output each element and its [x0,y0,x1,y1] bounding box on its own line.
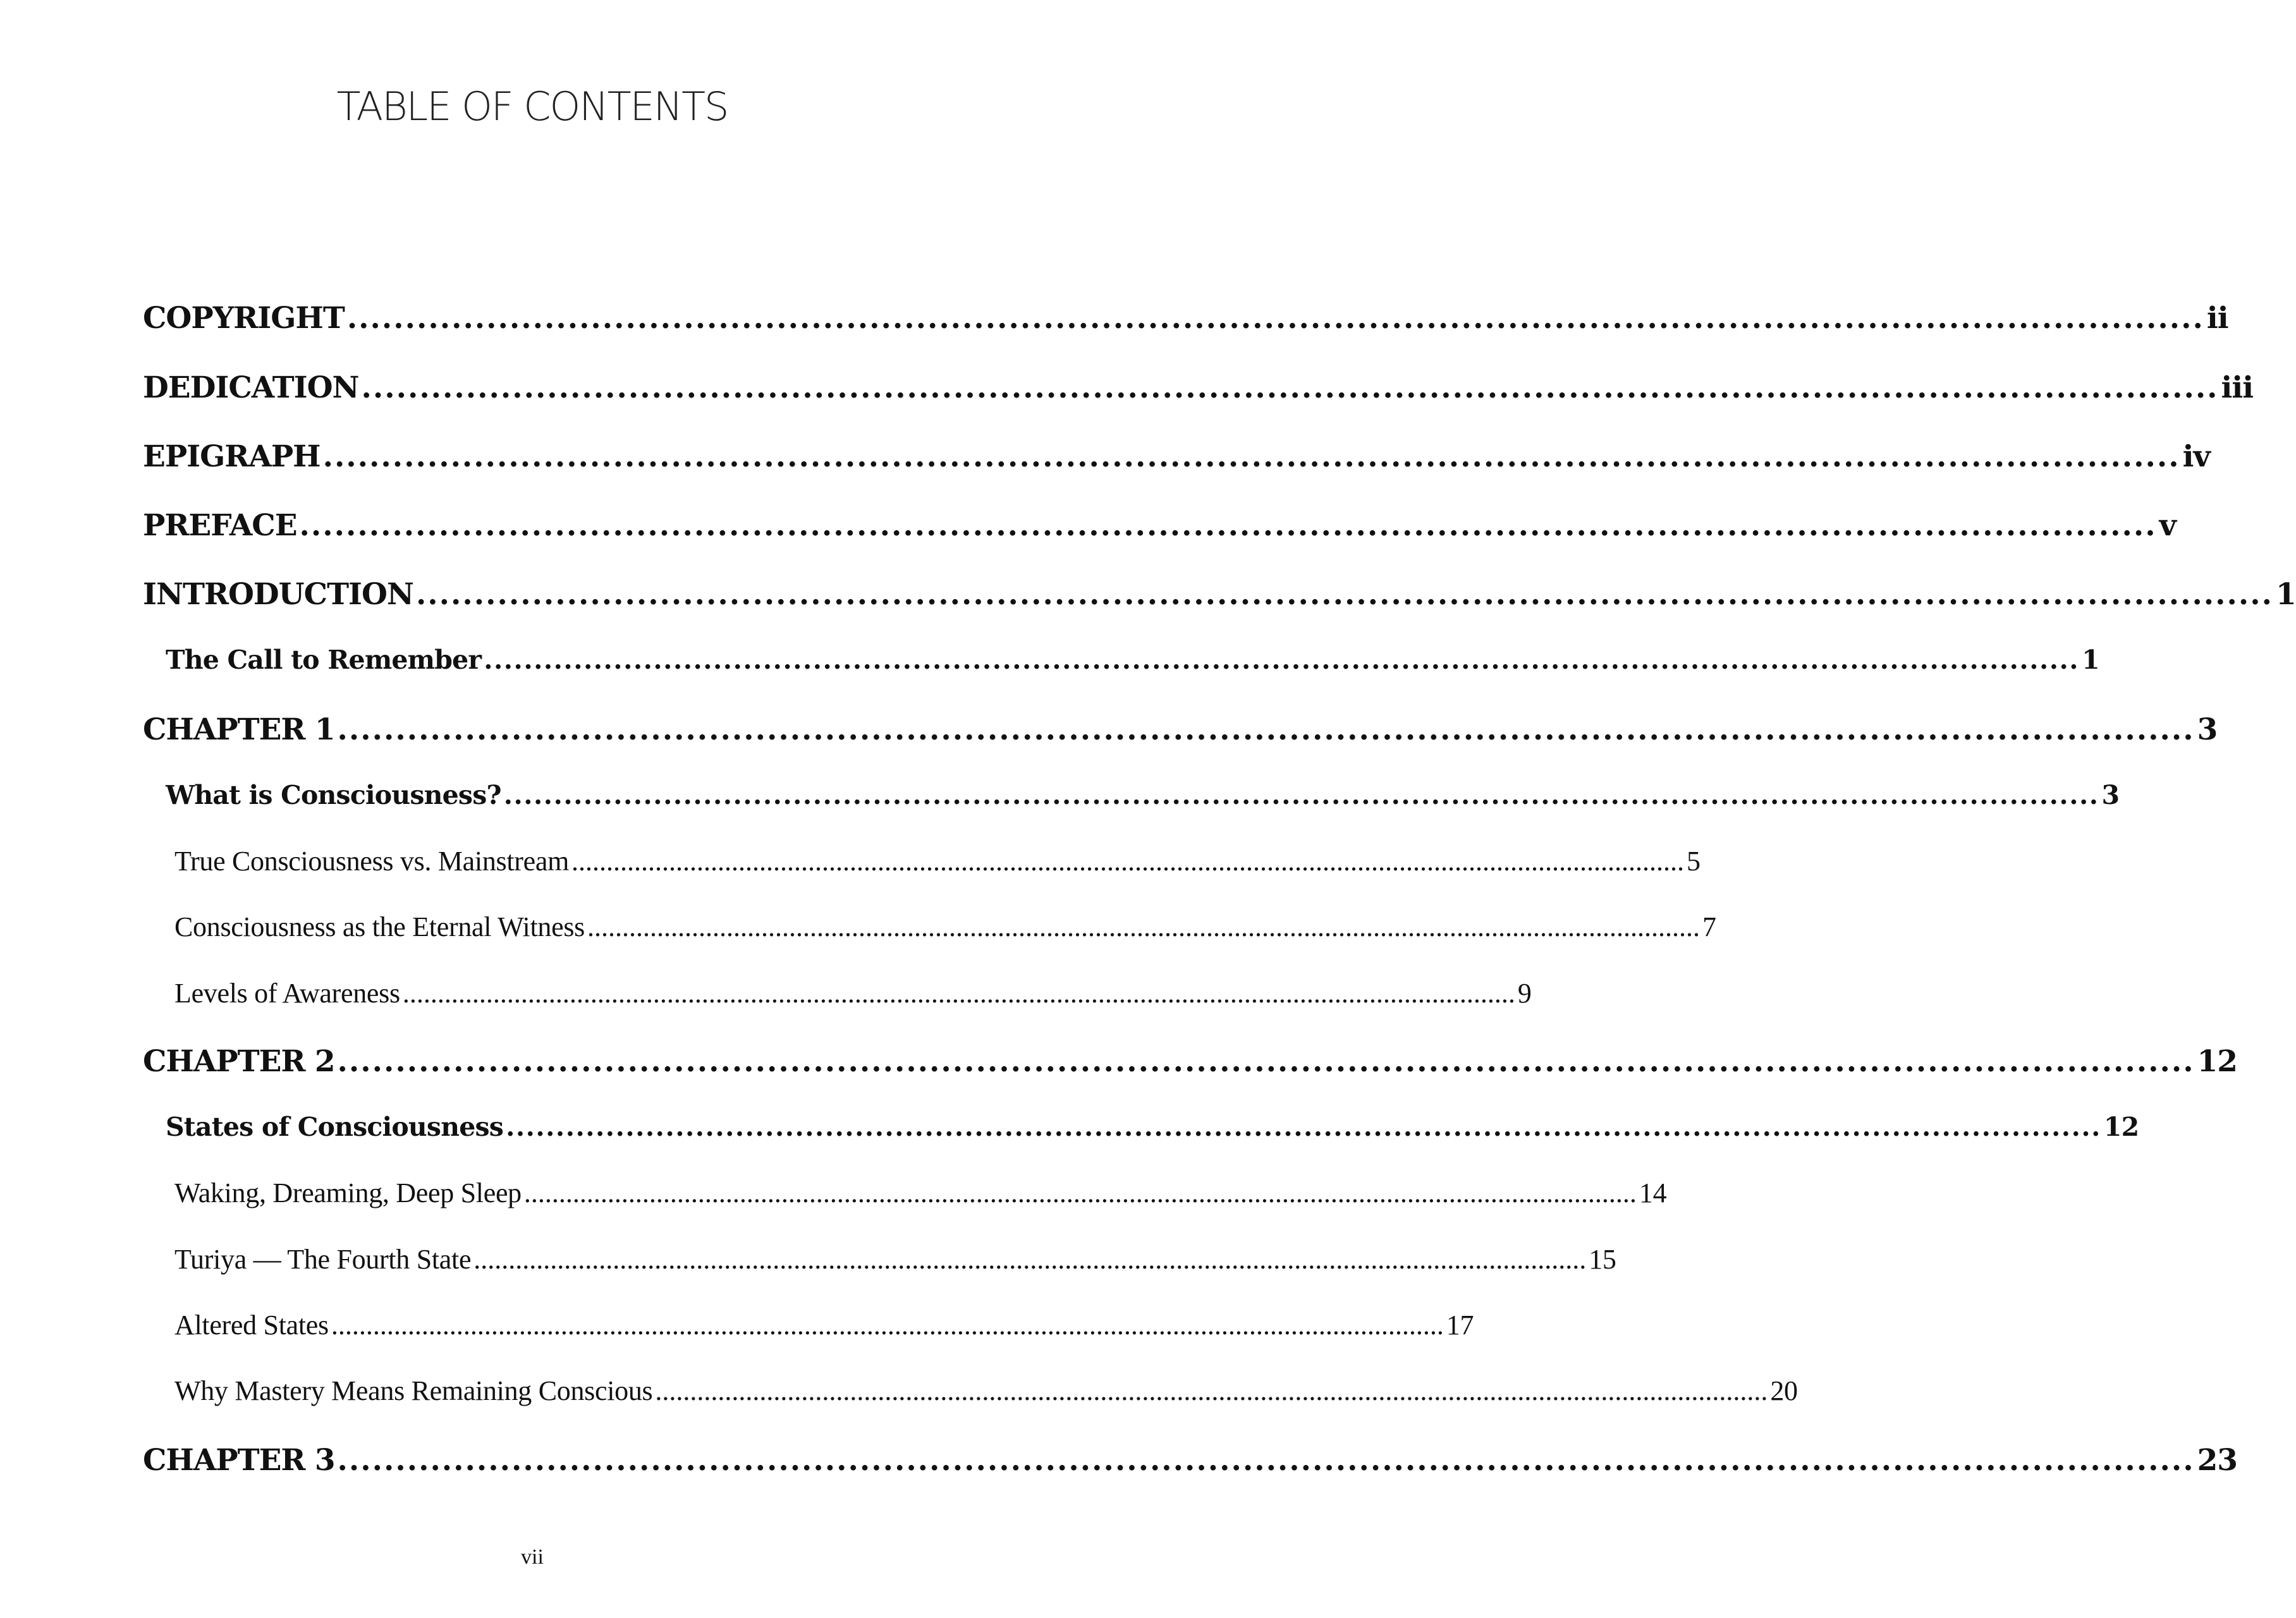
toc-entry-page: 14 [1639,1177,1667,1208]
toc-entry-epigraph[interactable] [143,439,2210,474]
toc-entry-chapter-3[interactable] [143,1443,2237,1478]
dot-leader: ................................................................................................................................................................ [523,1177,1637,1208]
toc-entry-page: 9 [1517,978,1532,1009]
toc-entry-label: CHAPTER 2 [143,1044,335,1079]
toc-entry-waking-dreaming[interactable] [174,1177,1667,1208]
toc-entry-label: DEDICATION [143,370,359,405]
toc-entry-page: 3 [2197,712,2218,747]
dot-leader: ................................................................................................................................................................ [473,1244,1587,1275]
toc-entry-page: iii [2221,370,2254,405]
toc-entry-label: Waking, Dreaming, Deep Sleep [174,1177,522,1208]
toc-entry-label: Levels of Awareness [174,978,400,1009]
toc-entry-the-call-to-remember[interactable] [166,645,2099,675]
toc-entry-why-mastery[interactable] [174,1375,1798,1406]
toc-entry-page: ii [2206,301,2228,336]
toc-entry-label: CHAPTER 3 [143,1443,335,1478]
toc-entry-chapter-1[interactable] [143,712,2218,747]
toc-entry-states-of-consciousness[interactable] [166,1112,2139,1142]
dot-leader: ................................................................................................................................................................ [346,301,2204,336]
toc-entry-true-consciousness[interactable] [174,846,1701,877]
dot-leader: ................................................................................................................................................................ [484,645,2080,675]
dot-leader: ................................................................................................................................................................ [361,370,2219,405]
dot-leader: ................................................................................................................................................................ [337,712,2195,747]
toc-entry-label: States of Consciousness [166,1112,504,1142]
toc-entry-label: Consciousness as the Eternal Witness [174,911,585,942]
toc-entry-label: COPYRIGHT [143,301,345,336]
dot-leader: ................................................................................................................................................................ [337,1044,2195,1079]
toc-entry-label: Altered States [174,1310,329,1341]
toc-entry-page: 3 [2101,780,2120,810]
toc-entry-page: 15 [1589,1244,1616,1275]
toc-entry-label: Why Mastery Means Remaining Conscious [174,1375,653,1406]
toc-entry-label: EPIGRAPH [143,439,321,474]
toc-entry-chapter-2[interactable] [143,1044,2237,1079]
page-title: TABLE OF CONTENTS [336,83,728,130]
toc-entry-page: 5 [1687,846,1701,877]
dot-leader: ................................................................................................................................................................ [506,1112,2101,1142]
toc-entry-eternal-witness[interactable] [174,911,1716,942]
toc-entry-page: 17 [1446,1310,1474,1341]
toc-entry-page: 1 [2275,577,2296,612]
toc-entry-page: 7 [1702,911,1716,942]
toc-entry-introduction[interactable] [143,577,2296,612]
dot-leader: ................................................................................................................................................................ [322,439,2180,474]
dot-leader: ................................................................................................................................................................ [587,911,1700,942]
toc-entry-turiya[interactable] [174,1244,1616,1275]
toc-entry-label: INTRODUCTION [143,577,413,612]
toc-entry-label: Turiya — The Fourth State [174,1244,472,1275]
dot-leader: ................................................................................................................................................................ [415,577,2273,612]
toc-entry-label: PREFACE [143,508,297,543]
page-number: vii [521,1545,544,1569]
dot-leader: ................................................................................................................................................................ [331,1310,1444,1341]
dot-leader: ................................................................................................................................................................ [337,1443,2195,1478]
toc-entry-label: What is Consciousness? [166,780,501,810]
toc-entry-page: 23 [2197,1443,2237,1478]
toc-entry-page: iv [2182,439,2210,474]
toc-entry-label: True Consciousness vs. Mainstream [174,846,570,877]
toc-entry-label: CHAPTER 1 [143,712,335,747]
dot-leader: ................................................................................................................................................................ [299,508,2157,543]
toc-entry-preface[interactable] [143,508,2176,543]
dot-leader: ................................................................................................................................................................ [571,846,1685,877]
dot-leader: ................................................................................................................................................................ [655,1375,1768,1406]
toc-entry-copyright[interactable] [143,301,2228,336]
toc-entry-page: v [2159,508,2176,543]
toc-entry-altered-states[interactable] [174,1310,1474,1341]
toc-entry-page: 20 [1770,1375,1798,1406]
toc-entry-dedication[interactable] [143,370,2254,405]
dot-leader: ................................................................................................................................................................ [402,978,1515,1009]
toc-entry-page: 12 [2197,1044,2237,1079]
toc-entry-levels-of-awareness[interactable] [174,978,1532,1009]
dot-leader: ................................................................................................................................................................ [503,780,2099,810]
toc-entry-page: 1 [2082,645,2099,675]
toc-entry-what-is-consciousness[interactable] [166,780,2120,810]
toc-entry-page: 12 [2103,1112,2139,1142]
toc-entry-label: The Call to Remember [166,645,482,675]
